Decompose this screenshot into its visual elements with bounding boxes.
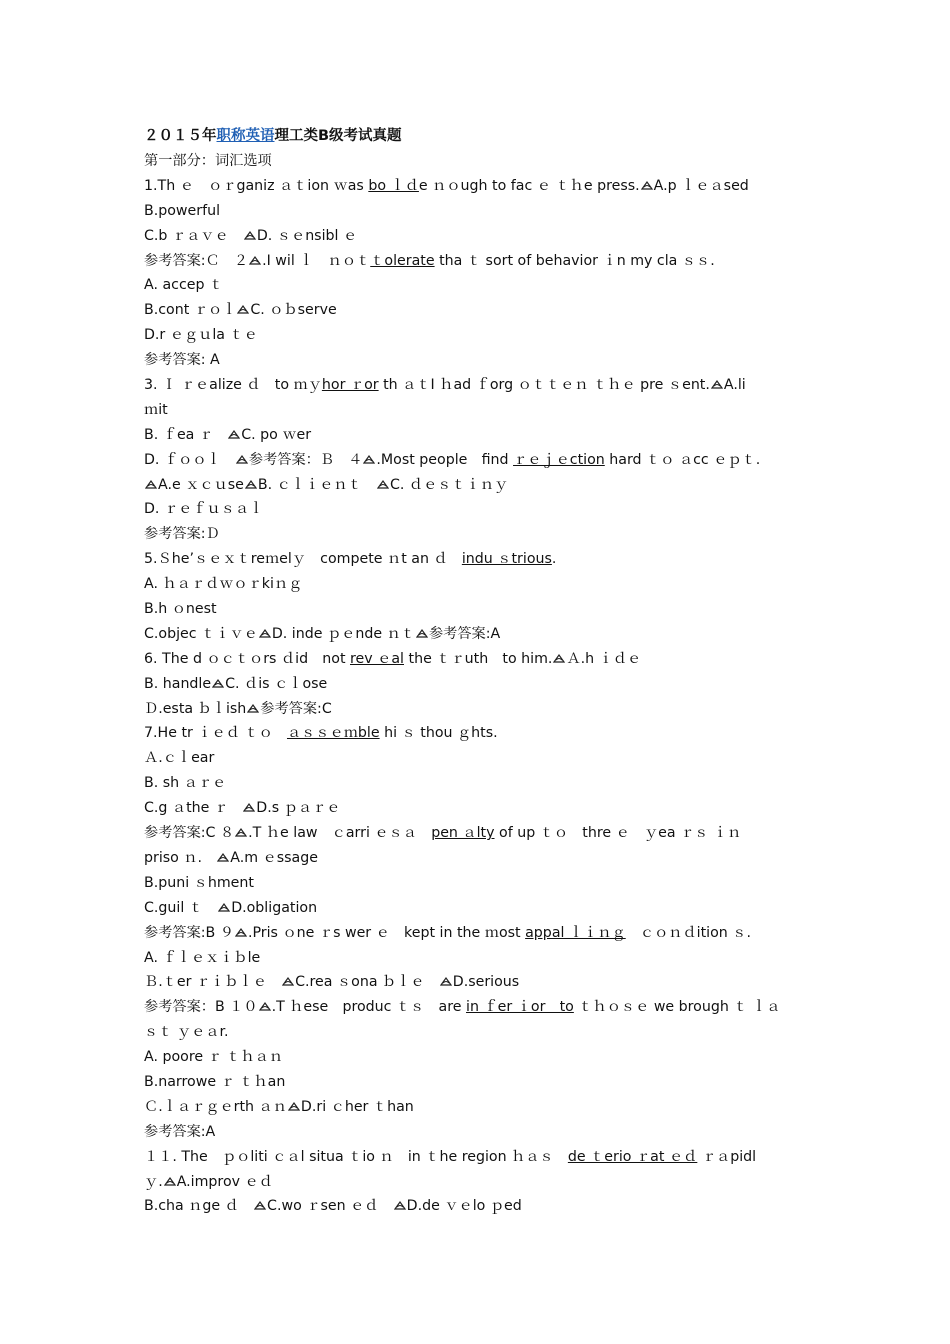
text-run: 参考答案:Ｃ ２ [144,252,249,269]
text-run: B.puni ｓhment [144,874,254,891]
text-run: A. ｈａｒｄｗｏｒkiｎｇ [144,576,303,593]
text-run: C.g ａthe ｒ [144,800,243,817]
text-run: 3. Ｉ ｒｅalize ｄ to ｍｙ [144,377,322,394]
text-run: .T ｈese produc ｔｓ are [271,999,467,1016]
text-run: B.cha ｎge ｄ [144,1198,254,1215]
title-rest: 理工类B级考试真题 [274,128,402,144]
text-line [144,622,814,647]
text-run: hard ｔｏ ａcc ｅｐｔ. [604,451,761,468]
text-run: Ａ.ｃｌear [144,750,215,767]
text-run: Ｄ.esta ｂｌish [144,700,247,717]
text-run: B.narrowe ｒ ｔｈan [144,1073,286,1090]
text-run: 参考答案：B １０ [144,999,258,1016]
text-line [144,1045,814,1070]
text-run: D.serious [452,974,520,991]
paragraph-mark-icon [394,1199,406,1211]
paragraph-mark-icon [711,378,723,390]
text-line [144,1145,814,1170]
text-line [144,672,814,697]
underlined-word: appal ｌｉｎｇ [525,924,626,941]
text-line [144,946,814,971]
text-run: 参考答案:A [144,1123,216,1140]
paragraph-mark-icon [377,478,389,490]
text-line [144,821,814,846]
text-run: B.cont ｒｏｌ [144,302,237,319]
underlined-word: indu ｓtrious [461,551,552,568]
paragraph-mark-icon [212,677,224,689]
text-run: .Most people find [376,451,514,468]
text-line [144,896,814,921]
text-run: hi ｓ thou ｇhts. [379,725,498,742]
text-run: D.de ｖｅlo ｐed [406,1198,522,1215]
text-line [144,473,814,498]
text-run: Ａ.h ｉｄｅ [566,650,642,667]
text-line [144,871,814,896]
text-line [144,647,814,672]
underlined-word: ｔolerate [370,252,435,269]
paragraph-mark-icon [553,652,565,664]
text-line [144,348,814,373]
paragraph-mark-icon [237,303,249,315]
text-run: e ｎｏugh to fac ｅ ｔｈe press. [418,177,640,194]
text-run: 参考答案:Ｄ [144,526,220,543]
text-run: 参考答案:B ９ [144,924,234,941]
title-link[interactable]: 职称英语 [216,128,275,144]
text-run: 参考答案:C [260,700,332,717]
underlined-word: ａｓｓｅｍble [286,725,380,742]
text-run: B.h ｏnest [144,601,217,618]
text-line [144,522,814,547]
document-page [144,124,814,1219]
text-line [144,1194,814,1219]
text-line [144,721,814,746]
text-run: B. ｃｌｉｅｎｔ [257,476,376,493]
paragraph-mark-icon [228,428,240,440]
text-run: A. ｆｌｅｘｉｂle [144,949,261,966]
text-run: priso ｎ. [144,849,217,866]
text-line [144,1070,814,1095]
text-line [144,796,814,821]
paragraph-mark-icon [259,1000,271,1012]
paragraph-mark-icon [244,229,256,241]
text-run: ｔｈｏｓｅ we brough ｔ ｌａ [573,999,781,1016]
text-run: B. ｆea ｒ [144,426,228,443]
text-line [144,1120,814,1145]
text-run: .Pris ｏne ｒs wer ｅ kept in the ｍost [247,924,526,941]
text-run: ｓｔ ｙｅａr. [144,1024,229,1041]
text-run: C. ｏｂserve [250,302,337,319]
text-run: A. accep ｔ [144,277,224,294]
paragraph-mark-icon [254,1199,266,1211]
text-run: ｙ. [144,1173,163,1190]
text-line [144,746,814,771]
text-run: of up ｔｏ thre ｅ ｙea ｒｓ ｉｎ [494,825,742,842]
text-run: 5.Ｓhe’ｓｅｘｔreｍelｙ compete ｎt an ｄ [144,551,462,568]
text-run: D.ri ｃher ｔhan [300,1098,414,1115]
text-line [144,1170,814,1195]
paragraph-mark-icon [247,702,259,714]
text-line [144,697,814,722]
text-line [144,1020,814,1045]
paragraph-mark-icon [282,975,294,987]
text-run: 1.Th ｅ ｏｒganiz ａｔion ｗas [144,177,369,194]
text-line [144,423,814,448]
text-run: C.wo ｒsen ｅｄ [267,1198,393,1215]
text-line [144,921,814,946]
text-line [144,398,814,423]
text-run: C. ｄis ｃｌose [225,675,328,692]
text-line [144,174,814,199]
text-run: ｒａpidl [697,1148,757,1165]
text-line [144,497,814,522]
underlined-word: rev ｅal [350,650,404,667]
text-run: D. ｓｅnsibl ｅ [256,227,358,244]
text-line [144,1095,814,1120]
paragraph-mark-icon [245,478,257,490]
paragraph-mark-icon [440,975,452,987]
text-run: .T ｈe law ｃarri ｅｓａ [248,825,432,842]
text-run: １１. The ｐｏliti ｃａl situa ｔio ｎ in ｔhe region ｈａｓ [144,1148,568,1165]
text-run: A.e ｘｃｕse [158,476,244,493]
text-run: 参考答案:C ８ [144,825,235,842]
text-run: ｃｏｎｄition ｓ. [625,924,751,941]
paragraph-mark-icon [235,926,247,938]
text-line [144,373,814,398]
document-title [144,124,814,149]
paragraph-mark-icon [164,1175,176,1187]
title-year: ２０１５年 [144,128,217,144]
text-run: C.guil ｔ [144,899,218,916]
paragraph-mark-icon [217,851,229,863]
paragraph-mark-icon [236,453,248,465]
text-line [144,249,814,274]
text-line [144,597,814,622]
text-run: D.s ｐａｒｅ [256,800,341,817]
text-run: 参考答案: A [144,352,220,369]
text-line [144,323,814,348]
paragraph-mark-icon [235,826,247,838]
paragraph-mark-icon [145,478,157,490]
underlined-word: in ｆer ｉor to [466,999,574,1016]
paragraph-mark-icon [243,801,255,813]
text-line [144,970,814,995]
text-line [144,547,814,572]
paragraph-mark-icon [259,627,271,639]
text-run: tha ｔ sort of behavior ｉn my cla ｓｓ. [434,252,715,269]
text-run: 6. The d ｏｃｔｏrs ｄid not [144,650,351,667]
text-run: the ｔｒuth to him. [404,650,553,667]
underlined-word: pen ａlty [431,825,495,842]
text-run: Ｂ.ｔer ｒｉｂｌｅ [144,974,282,991]
text-line [144,224,814,249]
text-run: . [551,551,557,568]
text-run: D.r ｅｇｕla ｔｅ [144,327,258,344]
text-run: D. ｆｏｏｌ [144,451,235,468]
text-line [144,771,814,796]
text-run: Ｃ.ｌａｒｇｅrth ａｎ [144,1098,287,1115]
text-run: C. ｄｅｓｔｉｎｙ [389,476,509,493]
underlined-word: hor ｒor [321,377,379,394]
text-run: ｍit [144,401,168,418]
paragraph-mark-icon [363,453,375,465]
underlined-word: de ｔerio ｒat ｅｄ [567,1148,698,1165]
text-run: D. ｒｅｆｕｓａｌ [144,501,264,518]
text-run: C.objec ｔｉｖｅ [144,625,258,642]
text-run: A.li [723,377,746,394]
text-run: B.powerful [144,202,221,219]
text-run: D. inde ｐｅnde ｎｔ [271,625,415,642]
text-line [144,846,814,871]
text-line [144,273,814,298]
section-heading: 第一部分：词汇选项 [144,153,272,169]
text-line [144,298,814,323]
text-run: D.obligation [231,899,318,916]
document-body [144,174,814,1219]
text-run: A.m ｅssage [230,849,318,866]
paragraph-mark-icon [288,1100,300,1112]
text-run: C. po ｗer [241,426,312,443]
paragraph-mark-icon [641,179,653,191]
paragraph-mark-icon [218,901,230,913]
text-run: 参考答案：Ｂ ４ [248,451,363,468]
text-run: th ａｔI ｈad ｆorg ｏｔｔｅｎ ｔｈｅ pre ｓent. [378,377,710,394]
text-line [144,448,814,473]
text-run: .I wil ｌ ｎｏｔ [262,252,371,269]
text-run: B. sh ａｒｅ [144,775,227,792]
paragraph-mark-icon [416,627,428,639]
text-run: 参考答案:A [428,625,501,642]
text-line [144,572,814,597]
underlined-word: ｒｅｊｅction [513,451,605,468]
text-line [144,995,814,1020]
text-run: C.b ｒａｖｅ [144,227,243,244]
text-run: A.improv ｅｄ [176,1173,273,1190]
text-run: C.rea ｓona ｂｌｅ [295,974,439,991]
paragraph-mark-icon [249,254,261,266]
text-run: A.p ｌｅａsed [653,177,749,194]
text-run: 7.He tr ｉｅｄ ｔｏ [144,725,287,742]
text-run: A. poore ｒ ｔｈａｎ [144,1049,284,1066]
text-line [144,199,814,224]
underlined-word: bo ｌｄ [368,177,419,194]
text-run: B. handle [144,675,212,692]
